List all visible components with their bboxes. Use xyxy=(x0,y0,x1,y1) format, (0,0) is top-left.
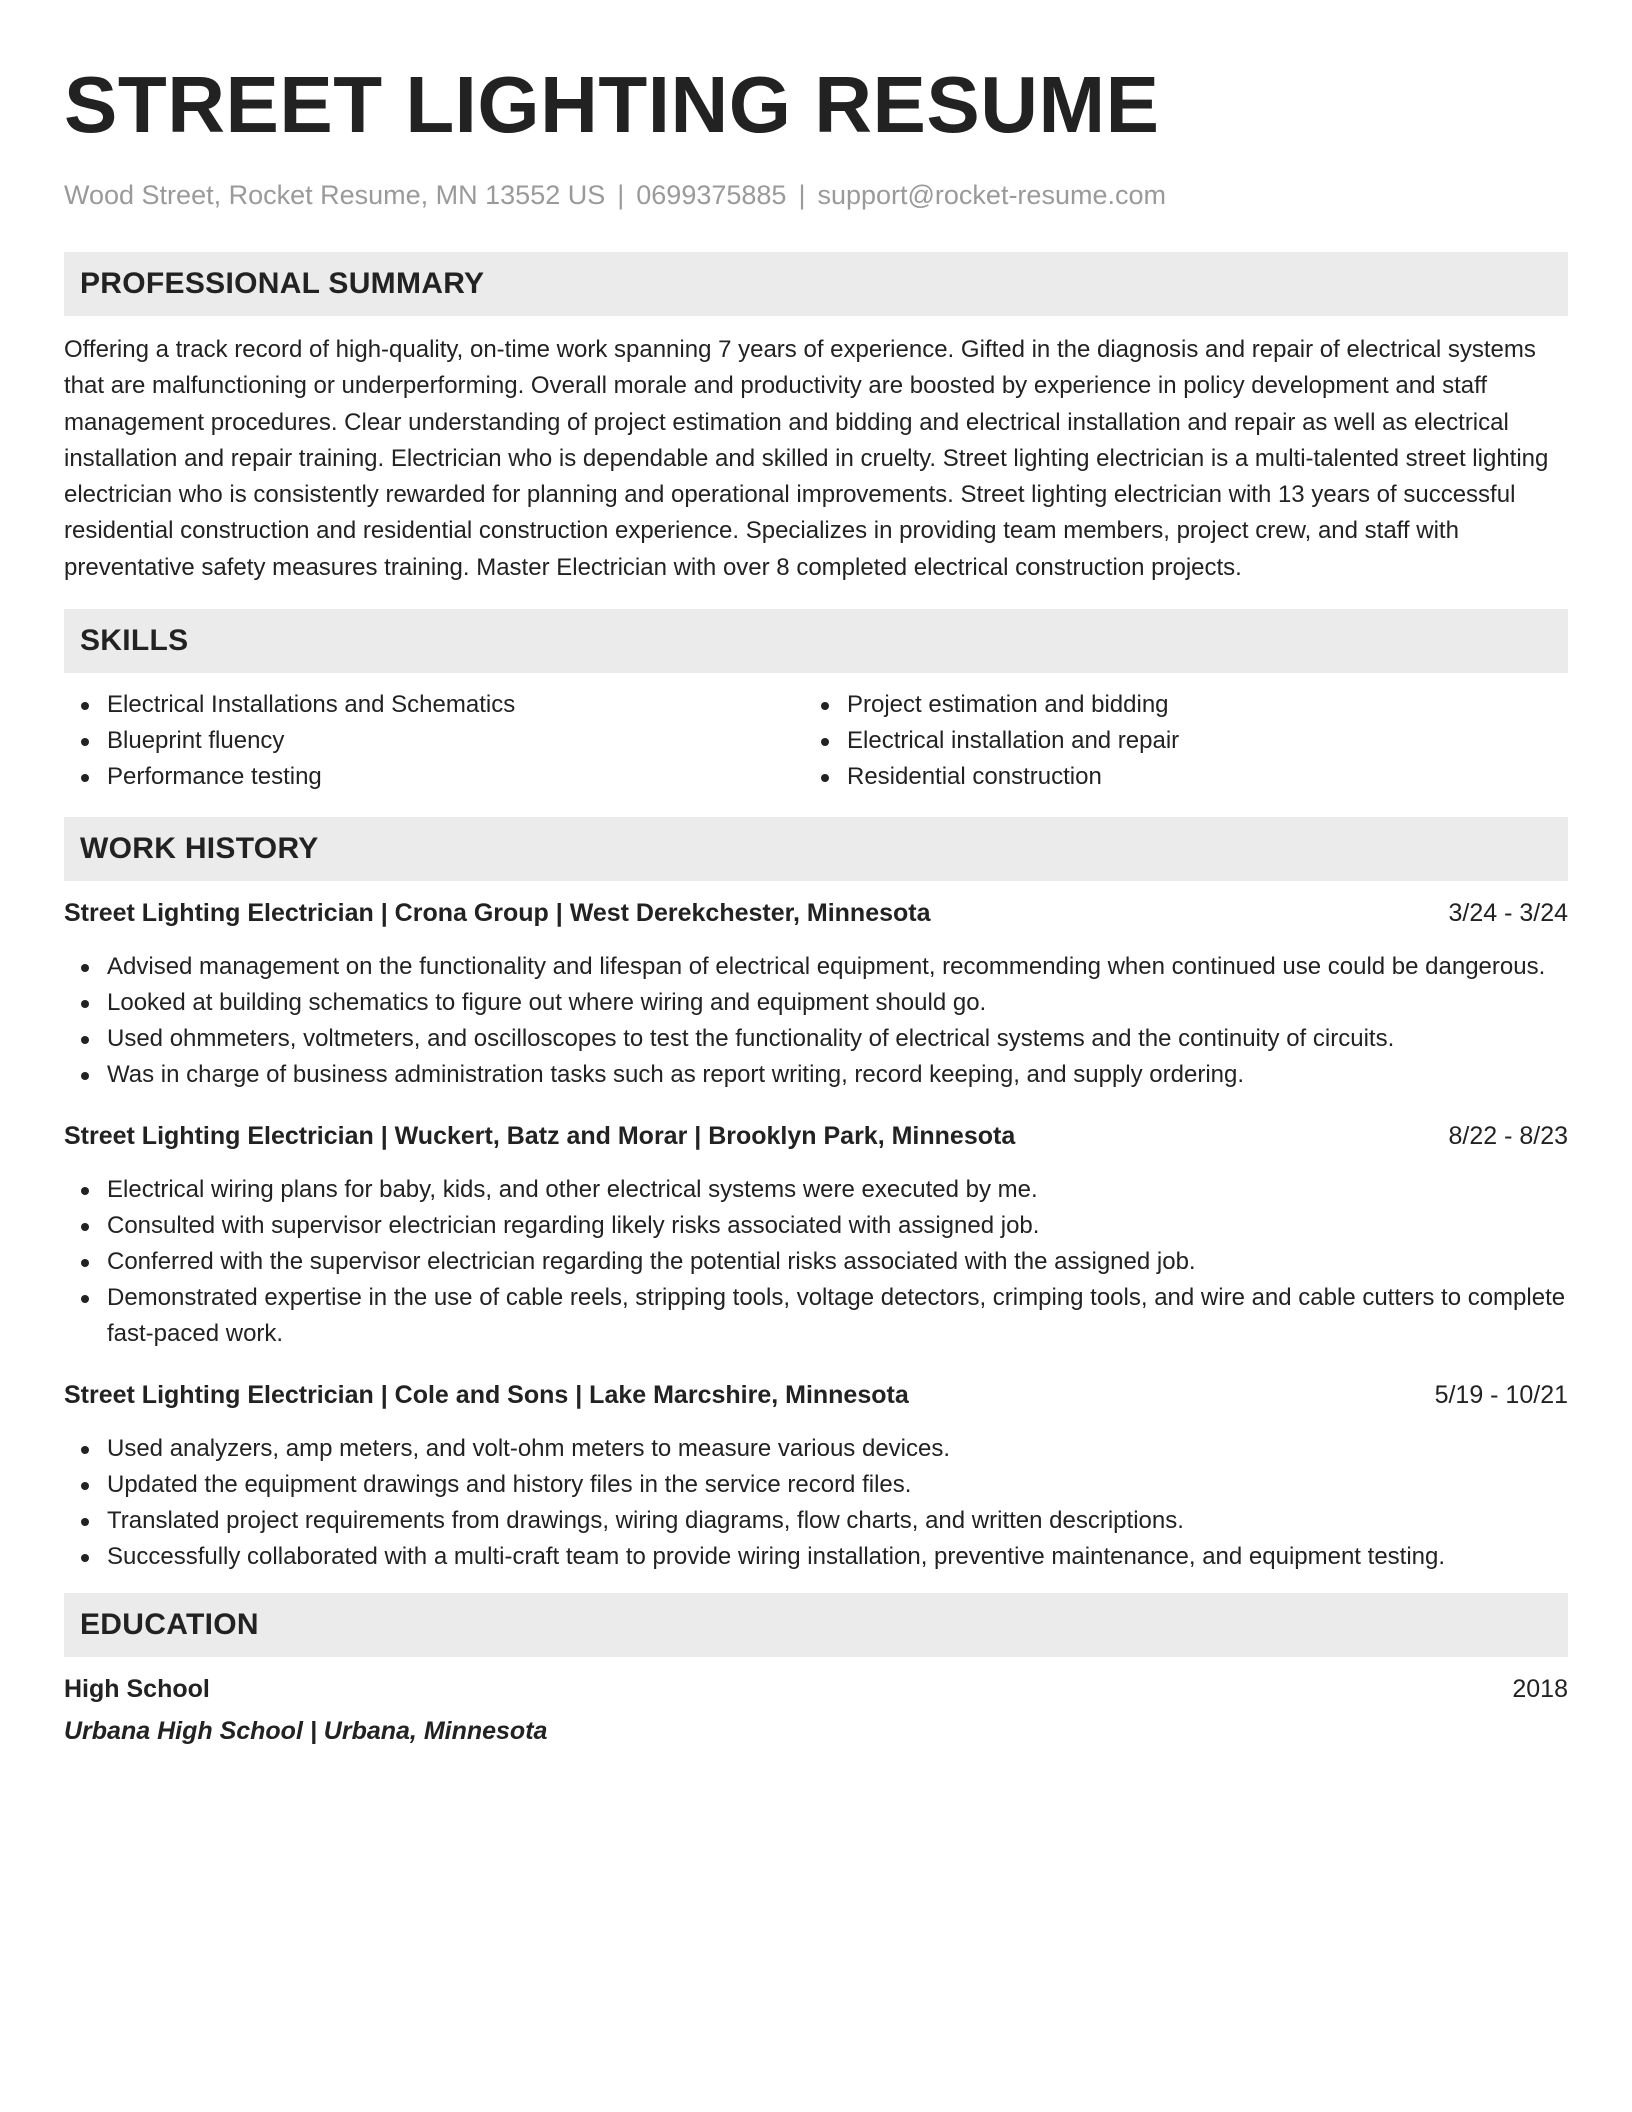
skill-item: Performance testing xyxy=(64,759,804,795)
job-bullet: Conferred with the supervisor electrician regarding the potential risks associated with the assigned job. xyxy=(64,1244,1568,1280)
section-header-education: EDUCATION xyxy=(64,1593,1568,1657)
job-header xyxy=(64,1377,1568,1413)
contact-address: Wood Street, Rocket Resume, MN 13552 US xyxy=(64,180,606,210)
contact-line xyxy=(64,178,1568,212)
contact-phone: 0699375885 xyxy=(636,180,787,210)
job-bullet: Consulted with supervisor electrician regarding likely risks associated with assigned job. xyxy=(64,1208,1568,1244)
job-dates: 5/19 - 10/21 xyxy=(1434,1381,1568,1410)
job-title: Street Lighting Electrician | Wuckert, Batz and Morar | Brooklyn Park, Minnesota xyxy=(64,1122,1016,1151)
job-bullet: Was in charge of business administration tasks such as report writing, record keeping, and supply ordering. xyxy=(64,1057,1568,1093)
contact-email: support@rocket-resume.com xyxy=(817,180,1166,210)
skills-list xyxy=(64,687,1568,795)
job-entry xyxy=(64,1377,1568,1575)
contact-separator: | xyxy=(798,180,806,210)
section-header-summary: PROFESSIONAL SUMMARY xyxy=(64,252,1568,316)
job-bullet: Used analyzers, amp meters, and volt-ohm meters to measure various devices. xyxy=(64,1431,1568,1467)
job-dates: 8/22 - 8/23 xyxy=(1448,1122,1568,1151)
summary-text: Offering a track record of high-quality, on-time work spanning 7 years of experience. Gifted in the diagnosis and repair of electrical systems that are malfunctioning or underperforming. Overall morale and productivity are boosted by experience in policy development and staff management procedures. Clear understanding of project estimation and bidding and electrical installation and repair as well as electrical installation and repair training. Electrician who is dependable and skilled in cruelty. Street lighting electrician is a multi-talented street lighting electrician who is consistently rewarded for planning and operational improvements. Street lighting electrician with 13 years of successful residential construction and residential construction experience. Specializes in providing team members, project crew, and staff with preventative safety measures training. Master Electrician with over 8 completed electrical construction projects. xyxy=(64,336,1549,581)
job-entry xyxy=(64,895,1568,1093)
skills-column-right xyxy=(804,687,1544,795)
job-header xyxy=(64,895,1568,931)
job-bullets xyxy=(64,1431,1568,1575)
job-bullets xyxy=(64,949,1568,1093)
skill-item: Project estimation and bidding xyxy=(804,687,1544,723)
skill-item: Electrical Installations and Schematics xyxy=(64,687,804,723)
education-year: 2018 xyxy=(1512,1675,1568,1704)
skill-item: Blueprint fluency xyxy=(64,723,804,759)
education-degree: High School xyxy=(64,1675,210,1704)
skill-item: Residential construction xyxy=(804,759,1544,795)
job-bullet: Updated the equipment drawings and history files in the service record files. xyxy=(64,1467,1568,1503)
skills-column-left xyxy=(64,687,804,795)
job-bullet: Translated project requirements from drawings, wiring diagrams, flow charts, and written descriptions. xyxy=(64,1503,1568,1539)
education-school: Urbana High School | Urbana, Minnesota xyxy=(64,1717,548,1746)
section-header-work-history: WORK HISTORY xyxy=(64,817,1568,881)
job-bullet: Demonstrated expertise in the use of cable reels, stripping tools, voltage detectors, crimping tools, and wire and cable cutters to complete fast-paced work. xyxy=(64,1280,1568,1352)
job-title: Street Lighting Electrician | Cole and Sons | Lake Marcshire, Minnesota xyxy=(64,1381,909,1410)
job-header xyxy=(64,1118,1568,1154)
skill-item: Electrical installation and repair xyxy=(804,723,1544,759)
job-bullet: Looked at building schematics to figure out where wiring and equipment should go. xyxy=(64,985,1568,1021)
job-entry xyxy=(64,1118,1568,1352)
job-bullet: Used ohmmeters, voltmeters, and oscilloscopes to test the functionality of electrical systems and the continuity of circuits. xyxy=(64,1021,1568,1057)
contact-separator: | xyxy=(617,180,625,210)
job-title: Street Lighting Electrician | Crona Group | West Derekchester, Minnesota xyxy=(64,899,931,928)
resume-title: STREET LIGHTING RESUME xyxy=(64,60,1160,149)
job-dates: 3/24 - 3/24 xyxy=(1448,899,1568,928)
education-entry xyxy=(64,1671,1568,1749)
job-bullet: Electrical wiring plans for baby, kids, and other electrical systems were executed by me. xyxy=(64,1172,1568,1208)
job-bullet: Advised management on the functionality and lifespan of electrical equipment, recommending when continued use could be dangerous. xyxy=(64,949,1568,985)
job-bullets xyxy=(64,1172,1568,1352)
job-bullet: Successfully collaborated with a multi-craft team to provide wiring installation, preventive maintenance, and equipment testing. xyxy=(64,1539,1568,1575)
section-header-skills: SKILLS xyxy=(64,609,1568,673)
education-header xyxy=(64,1671,1568,1707)
